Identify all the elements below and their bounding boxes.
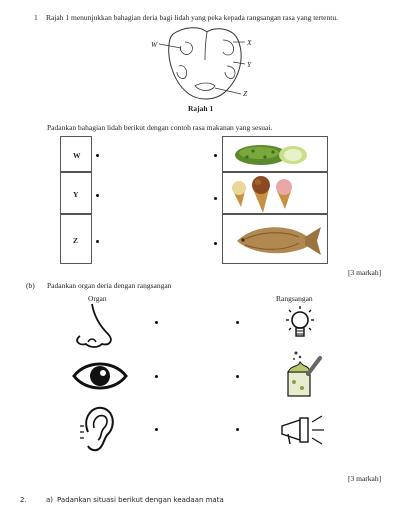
diagram-label-w: W xyxy=(151,40,158,49)
ear-icon xyxy=(78,404,118,454)
column-header-stimulus: Rangsangan xyxy=(276,294,313,303)
column-header-organ: Organ xyxy=(88,294,107,303)
match-dot[interactable] xyxy=(96,154,99,157)
diagram-label-z: Z xyxy=(243,89,248,98)
megaphone-icon xyxy=(276,410,326,450)
part-label: (b) xyxy=(26,281,35,290)
diagram-label-x: X xyxy=(247,38,252,47)
match-dot[interactable] xyxy=(236,428,239,431)
part-label: a) xyxy=(46,496,54,504)
question-number: 1 xyxy=(34,13,38,22)
food-box-salted-fish xyxy=(222,214,328,264)
row-label-y: Y xyxy=(73,190,79,199)
smelly-pot-icon xyxy=(282,350,326,400)
diagram-label-y: Y xyxy=(247,60,252,69)
row-label-z: Z xyxy=(73,236,79,245)
match-dot[interactable] xyxy=(214,154,217,157)
match-dot[interactable] xyxy=(96,194,99,197)
match-dot[interactable] xyxy=(236,375,239,378)
instruction-text: Padankan bahagian lidah berikut dengan contoh rasa makanan yang sesuai. xyxy=(47,123,273,132)
match-dot[interactable] xyxy=(214,197,217,200)
figure-caption: Rajah 1 xyxy=(188,104,214,113)
match-dot[interactable] xyxy=(155,428,158,431)
question-number: 2. xyxy=(20,496,27,504)
marks-label: [3 markah] xyxy=(348,268,382,277)
light-bulb-icon xyxy=(278,304,322,344)
match-dot[interactable] xyxy=(155,321,158,324)
match-dot[interactable] xyxy=(236,321,239,324)
ice-cream-image xyxy=(223,173,329,215)
question-text: Padankan situasi berikut dengan keadaan mata xyxy=(57,496,224,504)
match-dot[interactable] xyxy=(155,375,158,378)
nose-icon xyxy=(70,302,120,350)
row-label-w: W xyxy=(73,151,81,160)
bitter-gourd-image xyxy=(223,137,329,173)
food-box-bitter-gourd xyxy=(222,136,328,172)
salted-fish-image xyxy=(223,215,329,265)
marks-label: [3 markah] xyxy=(348,474,382,483)
food-box-ice-cream xyxy=(222,172,328,214)
match-dot[interactable] xyxy=(96,240,99,243)
question-text: Rajah 1 menunjukkan bahagian deria bagi lidah yang peka kepada rangsangan rasa yang tertentu. xyxy=(46,13,338,22)
part-instruction: Padankan organ deria dengan rangsangan xyxy=(47,281,172,290)
match-dot[interactable] xyxy=(214,242,217,245)
eye-icon xyxy=(72,358,128,394)
